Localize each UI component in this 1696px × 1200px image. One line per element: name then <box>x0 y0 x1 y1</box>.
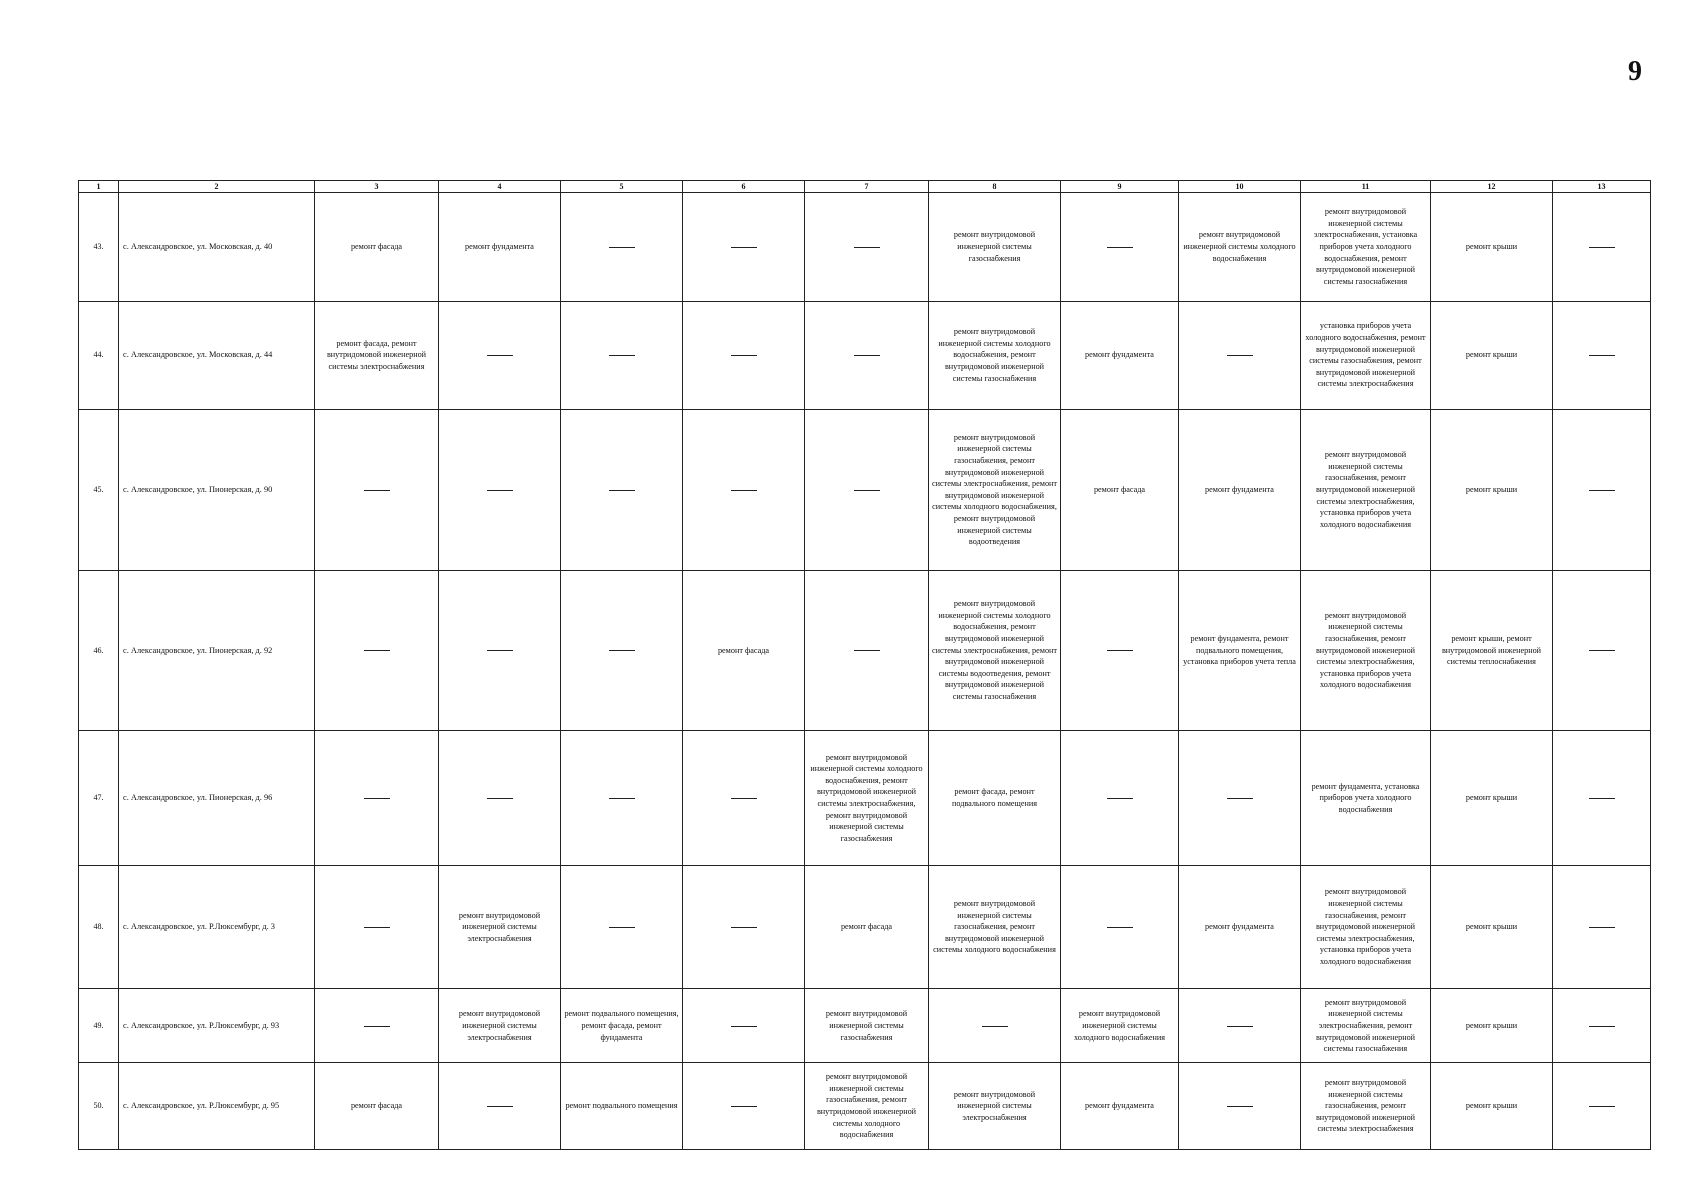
empty-cell <box>1553 731 1651 866</box>
address-cell: с. Александровское, ул. Пионерская, д. 90 <box>119 410 315 571</box>
empty-cell <box>561 570 683 731</box>
work-cell: ремонт внутридомовой инженерной системы электроснабжения <box>929 1063 1061 1150</box>
empty-cell <box>1553 301 1651 410</box>
dash-mark <box>1589 798 1615 799</box>
work-cell: ремонт фасада, ремонт внутридомовой инженерной системы электроснабжения <box>315 301 439 410</box>
column-number: 4 <box>439 181 561 193</box>
row-number: 50. <box>79 1063 119 1150</box>
empty-cell <box>315 989 439 1063</box>
work-cell: ремонт внутридомовой инженерной системы газоснабжения, ремонт внутридомовой инженерной системы холодного водоснабжения <box>805 1063 929 1150</box>
work-cell: ремонт внутридомовой инженерной системы электроснабжения, установка приборов учета холодного водоснабжения, ремонт внутридомовой инженерной системы газоснабжения <box>1301 193 1431 302</box>
work-cell: ремонт фундамента <box>1061 1063 1179 1150</box>
column-number: 7 <box>805 181 929 193</box>
table-row <box>79 865 1651 989</box>
work-cell: ремонт внутридомовой инженерной системы холодного водоснабжения, ремонт внутридомовой инженерной системы электроснабжения, ремонт внутридомовой инженерной системы газоснабжения <box>805 731 929 866</box>
dash-mark <box>1589 927 1615 928</box>
work-cell: ремонт внутридомовой инженерной системы газоснабжения <box>805 989 929 1063</box>
work-cell: ремонт фасада <box>1061 410 1179 571</box>
empty-cell <box>683 989 805 1063</box>
work-cell: ремонт внутридомовой инженерной системы холодного водоснабжения, ремонт внутридомовой инженерной системы газоснабжения <box>929 301 1061 410</box>
dash-mark <box>364 798 390 799</box>
empty-cell <box>683 1063 805 1150</box>
page-number: 9 <box>1628 56 1642 87</box>
dash-mark <box>364 1026 390 1027</box>
dash-mark <box>1107 798 1133 799</box>
work-cell: ремонт фасада, ремонт подвального помещения <box>929 731 1061 866</box>
empty-cell <box>561 193 683 302</box>
dash-mark <box>731 1106 757 1107</box>
empty-cell <box>561 731 683 866</box>
work-cell: установка приборов учета холодного водоснабжения, ремонт внутридомовой инженерной системы газоснабжения, ремонт внутридомовой инженерной системы электроснабжения <box>1301 301 1431 410</box>
dash-mark <box>609 490 635 491</box>
dash-mark <box>1589 1106 1615 1107</box>
work-cell: ремонт фасада <box>683 570 805 731</box>
table-row <box>79 570 1651 731</box>
row-number: 46. <box>79 570 119 731</box>
table-row <box>79 731 1651 866</box>
work-cell: ремонт фасада <box>805 865 929 989</box>
work-cell: ремонт фундамента, установка приборов учета холодного водоснабжения <box>1301 731 1431 866</box>
column-number: 2 <box>119 181 315 193</box>
work-cell: ремонт крыши <box>1431 301 1553 410</box>
work-cell: ремонт крыши <box>1431 731 1553 866</box>
empty-cell <box>1553 410 1651 571</box>
empty-cell <box>315 731 439 866</box>
table-row <box>79 989 1651 1063</box>
empty-cell <box>1553 989 1651 1063</box>
column-number: 13 <box>1553 181 1651 193</box>
dash-mark <box>364 927 390 928</box>
dash-mark <box>609 927 635 928</box>
column-number: 1 <box>79 181 119 193</box>
address-cell: с. Александровское, ул. Пионерская, д. 96 <box>119 731 315 866</box>
work-cell: ремонт внутридомовой инженерной системы газоснабжения, ремонт внутридомовой инженерной системы электроснабжения <box>1301 1063 1431 1150</box>
dash-mark <box>487 490 513 491</box>
empty-cell <box>439 301 561 410</box>
dash-mark <box>854 490 880 491</box>
dash-mark <box>1227 1026 1253 1027</box>
column-number: 8 <box>929 181 1061 193</box>
dash-mark <box>854 247 880 248</box>
row-number: 45. <box>79 410 119 571</box>
work-cell: ремонт крыши <box>1431 410 1553 571</box>
work-cell: ремонт внутридомовой инженерной системы газоснабжения, ремонт внутридомовой инженерной системы холодного водоснабжения <box>929 865 1061 989</box>
empty-cell <box>1061 193 1179 302</box>
work-cell: ремонт внутридомовой инженерной системы газоснабжения, ремонт внутридомовой инженерной системы электроснабжения, установка приборов учета холодного водоснабжения <box>1301 570 1431 731</box>
dash-mark <box>731 798 757 799</box>
empty-cell <box>1179 731 1301 866</box>
column-number: 9 <box>1061 181 1179 193</box>
row-number: 47. <box>79 731 119 866</box>
work-cell: ремонт внутридомовой инженерной системы холодного водоснабжения <box>1179 193 1301 302</box>
work-cell: ремонт фундамента <box>1061 301 1179 410</box>
work-cell: ремонт внутридомовой инженерной системы электроснабжения <box>439 989 561 1063</box>
table-body <box>79 193 1651 1150</box>
empty-cell <box>315 865 439 989</box>
dash-mark <box>609 650 635 651</box>
dash-mark <box>609 247 635 248</box>
address-cell: с. Александровское, ул. Московская, д. 40 <box>119 193 315 302</box>
empty-cell <box>1553 570 1651 731</box>
dash-mark <box>731 247 757 248</box>
empty-cell <box>805 301 929 410</box>
dash-mark <box>1107 927 1133 928</box>
row-number: 49. <box>79 989 119 1063</box>
dash-mark <box>731 490 757 491</box>
table-row <box>79 1063 1651 1150</box>
table-row <box>79 193 1651 302</box>
address-cell: с. Александровское, ул. Московская, д. 44 <box>119 301 315 410</box>
empty-cell <box>683 301 805 410</box>
empty-cell <box>561 865 683 989</box>
empty-cell <box>1179 1063 1301 1150</box>
dash-mark <box>1227 1106 1253 1107</box>
empty-cell <box>683 865 805 989</box>
dash-mark <box>364 650 390 651</box>
row-number: 44. <box>79 301 119 410</box>
empty-cell <box>561 410 683 571</box>
empty-cell <box>1553 865 1651 989</box>
empty-cell <box>439 1063 561 1150</box>
work-cell: ремонт внутридомовой инженерной системы газоснабжения, ремонт внутридомовой инженерной системы электроснабжения, ремонт внутридомовой инженерной системы холодного водоснабжения, ремонт внутридомовой инженерной системы водоотведения <box>929 410 1061 571</box>
column-number: 12 <box>1431 181 1553 193</box>
work-cell: ремонт фасада <box>315 1063 439 1150</box>
work-cell: ремонт фундамента <box>1179 865 1301 989</box>
empty-cell <box>1553 193 1651 302</box>
column-number: 10 <box>1179 181 1301 193</box>
column-number: 5 <box>561 181 683 193</box>
dash-mark <box>487 650 513 651</box>
empty-cell <box>805 570 929 731</box>
empty-cell <box>683 193 805 302</box>
dash-mark <box>1227 798 1253 799</box>
dash-mark <box>1107 650 1133 651</box>
column-number: 3 <box>315 181 439 193</box>
dash-mark <box>364 490 390 491</box>
row-number: 48. <box>79 865 119 989</box>
work-cell: ремонт внутридомовой инженерной системы электроснабжения <box>439 865 561 989</box>
work-cell: ремонт внутридомовой инженерной системы холодного водоснабжения <box>1061 989 1179 1063</box>
address-cell: с. Александровское, ул. Р.Люксембург, д. 95 <box>119 1063 315 1150</box>
dash-mark <box>487 798 513 799</box>
work-cell: ремонт внутридомовой инженерной системы электроснабжения, ремонт внутридомовой инженерной системы газоснабжения <box>1301 989 1431 1063</box>
empty-cell <box>683 410 805 571</box>
address-cell: с. Александровское, ул. Р.Люксембург, д. 93 <box>119 989 315 1063</box>
work-cell: ремонт фасада <box>315 193 439 302</box>
work-cell: ремонт внутридомовой инженерной системы газоснабжения <box>929 193 1061 302</box>
column-number: 6 <box>683 181 805 193</box>
work-cell: ремонт крыши <box>1431 193 1553 302</box>
dash-mark <box>487 1106 513 1107</box>
table-row <box>79 410 1651 571</box>
address-cell: с. Александровское, ул. Р.Люксембург, д. 3 <box>119 865 315 989</box>
empty-cell <box>439 410 561 571</box>
empty-cell <box>1061 865 1179 989</box>
work-cell: ремонт фундамента, ремонт подвального помещения, установка приборов учета тепла <box>1179 570 1301 731</box>
table-row <box>79 301 1651 410</box>
dash-mark <box>487 355 513 356</box>
work-cell: ремонт подвального помещения, ремонт фасада, ремонт фундамента <box>561 989 683 1063</box>
empty-cell <box>315 570 439 731</box>
dash-mark <box>982 1026 1008 1027</box>
repair-schedule-table <box>78 180 1651 1150</box>
dash-mark <box>854 650 880 651</box>
work-cell: ремонт крыши, ремонт внутридомовой инженерной системы теплоснабжения <box>1431 570 1553 731</box>
work-cell: ремонт подвального помещения <box>561 1063 683 1150</box>
empty-cell <box>1179 301 1301 410</box>
dash-mark <box>731 927 757 928</box>
work-cell: ремонт внутридомовой инженерной системы газоснабжения, ремонт внутридомовой инженерной системы электроснабжения, установка приборов учета холодного водоснабжения <box>1301 410 1431 571</box>
dash-mark <box>1589 650 1615 651</box>
column-number-header <box>79 181 1651 193</box>
empty-cell <box>805 193 929 302</box>
empty-cell <box>1179 989 1301 1063</box>
dash-mark <box>731 1026 757 1027</box>
work-cell: ремонт фундамента <box>1179 410 1301 571</box>
dash-mark <box>1589 1026 1615 1027</box>
empty-cell <box>561 301 683 410</box>
row-number: 43. <box>79 193 119 302</box>
dash-mark <box>1107 247 1133 248</box>
dash-mark <box>1589 247 1615 248</box>
work-cell: ремонт крыши <box>1431 865 1553 989</box>
empty-cell <box>439 731 561 866</box>
dash-mark <box>609 798 635 799</box>
address-cell: с. Александровское, ул. Пионерская, д. 92 <box>119 570 315 731</box>
work-cell: ремонт фундамента <box>439 193 561 302</box>
dash-mark <box>731 355 757 356</box>
empty-cell <box>683 731 805 866</box>
work-cell: ремонт крыши <box>1431 1063 1553 1150</box>
empty-cell <box>439 570 561 731</box>
empty-cell <box>1061 731 1179 866</box>
dash-mark <box>609 355 635 356</box>
dash-mark <box>1589 490 1615 491</box>
empty-cell <box>315 410 439 571</box>
dash-mark <box>1227 355 1253 356</box>
empty-cell <box>805 410 929 571</box>
dash-mark <box>854 355 880 356</box>
work-cell: ремонт крыши <box>1431 989 1553 1063</box>
empty-cell <box>1553 1063 1651 1150</box>
dash-mark <box>1589 355 1615 356</box>
column-number: 11 <box>1301 181 1431 193</box>
empty-cell <box>929 989 1061 1063</box>
work-cell: ремонт внутридомовой инженерной системы газоснабжения, ремонт внутридомовой инженерной системы электроснабжения, установка приборов учета холодного водоснабжения <box>1301 865 1431 989</box>
work-cell: ремонт внутридомовой инженерной системы холодного водоснабжения, ремонт внутридомовой инженерной системы электроснабжения, ремонт внутридомовой инженерной системы водоотведения, ремонт внутридомовой инженерной системы газоснабжения <box>929 570 1061 731</box>
empty-cell <box>1061 570 1179 731</box>
